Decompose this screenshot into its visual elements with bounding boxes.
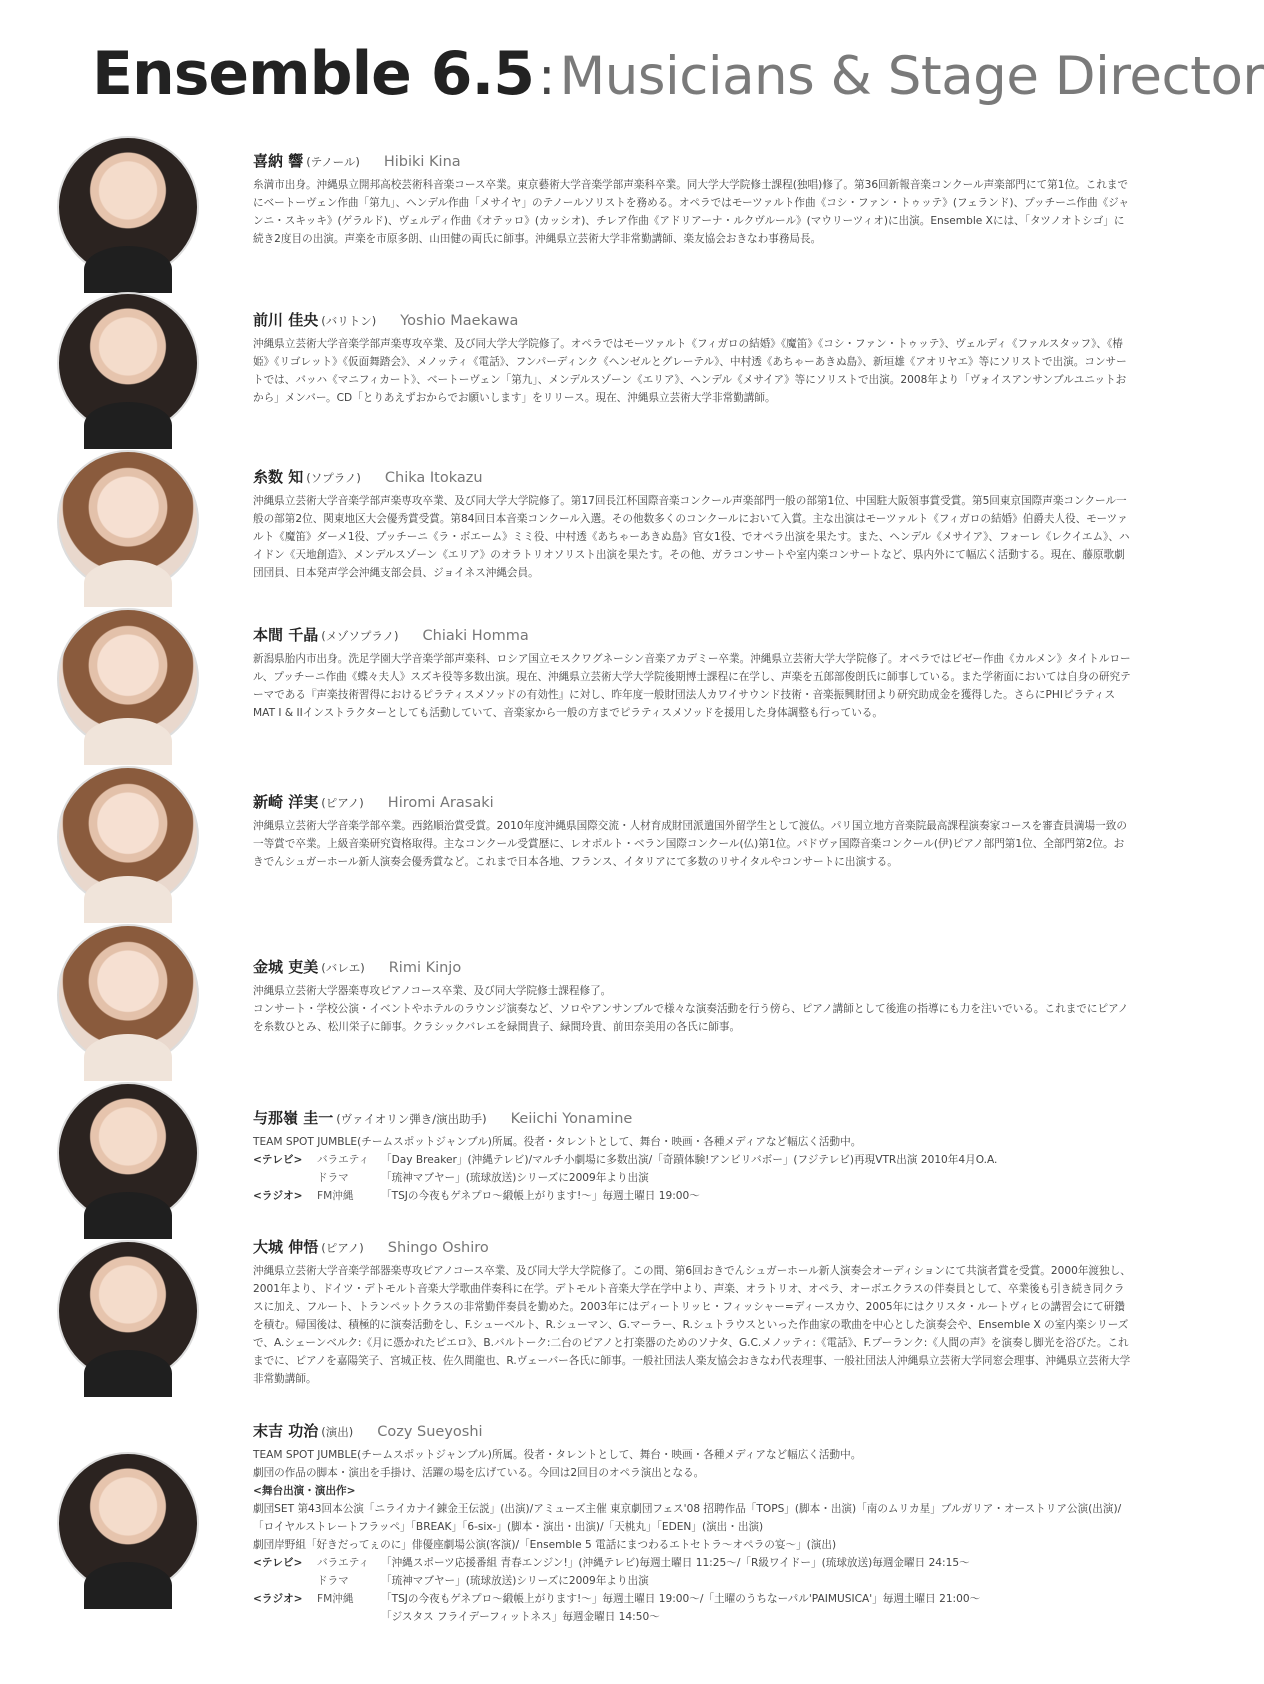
member-header [253, 791, 494, 812]
member-name-en: Hiromi Arasaki [387, 795, 494, 811]
member-header [253, 1236, 489, 1257]
member-name-en: Keiichi Yonamine [510, 1111, 633, 1127]
member-name-en: Shingo Oshiro [387, 1240, 489, 1256]
member-role: (バリトン) [321, 314, 377, 328]
member-bio: TEAM SPOT JUMBLE(チームスポットジャンブル)所属。役者・タレントとして、舞台・映画・各種メディアなど幅広く活動中。 <テレビ> バラエティ 「Day Breaker」(沖縄テレビ)/マルチ小劇場に多数出演/「奇蹟体験!アンビリバボー」(フジテレビ)再現VTR出演 2010年4月O.A. ドラマ 「琉神マブヤー」(琉球放送)シリーズに2009年より出演 <ラジオ> FM沖縄 「TSJの今夜もゲネプロ〜緞帳上がります!〜」毎週土曜日 19:00〜 [253, 1136, 998, 1202]
member-name-en: Rimi Kinjo [388, 960, 462, 976]
avatar-chiaki-homma [57, 608, 199, 750]
avatar-chika-itokazu [57, 450, 199, 592]
avatar-keiichi-yonamine [57, 1082, 199, 1224]
member-name-jp: 喜納 響 [253, 152, 304, 170]
member-role: (ピアノ) [321, 1241, 364, 1255]
member-bio: 沖縄県立芸術大学器楽専攻ピアノコース卒業、及び同大学院修士課程修了。 コンサート・学校公演・イベントやホテルのラウンジ演奏など、ソロやアンサンブルで様々な演奏活動を行う傍ら、ピアノ講師として後進の指導にも力を注いでいる。これまでにピアノを糸数ひとみ、松川栄子に師事。クラシックバレエを緑間貴子、緑間玲貴、前田奈美用の各氏に師事。 [253, 985, 1129, 1033]
member-header [253, 309, 518, 330]
member-bio: 糸満市出身。沖縄県立開邦高校芸術科音楽コース卒業。東京藝術大学音楽学部声楽科卒業。同大学大学院修士課程(独唱)修了。第36回新報音楽コンクール声楽部門にて第1位。これまでにベートーヴェン作曲「第九」、ヘンデル作曲「メサイヤ」のテノールソリストを務める。オペラではモーツァルト作曲《コシ・ファン・トゥッテ》(フェランド)、プッチーニ作曲《ジャンニ・スキッキ》(ゲラルド)、ヴェルディ作曲《オテッロ》(カッシオ)、チレア作曲《アドリアーナ・ルクヴルール》(マウリーツィオ)に出演。Ensemble Xには、「タツノオトシゴ」に続き2度目の出演。声楽を市原多朗、山田健の両氏に師事。沖縄県立芸術大学非常勤講師、楽友協会おきなわ事務局長。 [253, 179, 1130, 245]
member-name-en: Hibiki Kina [383, 154, 461, 170]
member-header [253, 1420, 483, 1441]
avatar-shingo-oshiro [57, 1240, 199, 1382]
member-role: (テノール) [306, 155, 360, 169]
member-name-en: Chiaki Homma [422, 628, 529, 644]
member-bio: 沖縄県立芸術大学音楽学部器楽専攻ピアノコース卒業、及び同大学大学院修了。この間、第6回おきでんシュガーホール新人演奏会オーディションにて共演者賞を受賞。2000年渡独し、2001年より、ドイツ・デトモルト音楽大学歌曲伴奏科に在学。デトモルト音楽大学在学中より、声楽、オラトリオ、オペラ、オーボエクラスの伴奏員として、卒業後も引き続き同クラスに加え、フルート、トランペットクラスの非常勤伴奏員を勤めた。2003年にはディートリッヒ・フィッシャー=ディースカウ、2005年にはクリスタ・ルートヴィヒの講習会にて研鑽を積む。帰国後は、積極的に演奏活動をし、F.シューベルト、R.シューマン、G.マーラー、R.シュトラウスといった作曲家の歌曲を中心とした演奏会や、Ensemble X の室内楽シリーズで、A.シェーンベルク:《月に憑かれたピエロ》、B.バルトーク:二台のピアノと打楽器のためのソナタ、G.C.メノッティ:《電話》、F.プーランク:《人間の声》を演奏し脚光を浴びた。これまでに、ピアノを嘉陽笑子、宮城正枝、佐久間龍也、R.ヴェーバー各氏に師事。一般社団法人楽友協会おきなわ代表理事、一般社団法人沖縄県立芸術大学同窓会理事、沖縄県立芸術大学非常勤講師。 [253, 1265, 1131, 1385]
member-header [253, 956, 461, 977]
member-name-jp: 新崎 洋実 [253, 793, 319, 811]
member-role: (バレエ) [321, 961, 365, 975]
member-name-jp: 与那嶺 圭一 [253, 1109, 334, 1127]
member-name-en: Cozy Sueyoshi [377, 1424, 483, 1440]
title-subtitle: Musicians & Stage Director [559, 46, 1264, 107]
member-header [253, 624, 529, 645]
member-bio: TEAM SPOT JUMBLE(チームスポットジャンブル)所属。役者・タレントとして、舞台・映画・各種メディアなど幅広く活動中。 劇団の作品の脚本・演出を手掛け、活躍の場を広げている。今回は2回目のオペラ演出となる。 <舞台出演・演出作> 劇団SET 第43回本公演「ニライカナイ錬金王伝説」(出演)/アミューズ主催 東京劇団フェス'08 招聘作品「TOPS」(脚本・出演)「南のムリカ星」ブルガリア・オーストリア公演(出演)/「ロイヤルストレートフラッペ」「BREAK」「6-six-」(脚本・演出・出演)/「天桃丸」「EDEN」(演出・出演) 劇団岸野組「好きだってぇのに」俳優座劇場公演(客演)/「Ensemble 5 電話にまつわるエトセトラ〜オペラの宴〜」(演出) <テレビ> バラエティ 「沖縄スポーツ応援番組 青春エンジン!」(沖縄テレビ)毎週土曜日 11:25〜/「R級ワイドー」(琉球放送)毎週金曜日 24:15〜 ドラマ 「琉神マブヤー」(琉球放送)シリーズに2009年より出演 <ラジオ> FM沖縄 「TSJの今夜もゲネプロ〜緞帳上がります!〜」毎週土曜日 19:00〜/「土曜のうちなーパル'PAIMUSICA'」毎週土曜日 21:00〜 「ジスタス フライデーフィットネス」毎週金曜日 14:50〜 [253, 1449, 1122, 1623]
member-name-jp: 糸数 知 [253, 468, 304, 486]
avatar-hibiki-kina [57, 136, 199, 278]
member-name-en: Yoshio Maekawa [400, 313, 519, 329]
member-bio: 新潟県胎内市出身。洗足学園大学音楽学部声楽科、ロシア国立モスクワグネーシン音楽アカデミー卒業。沖縄県立芸術大学大学院修了。オペラではビゼー作曲《カルメン》タイトルロール、プッチーニ作曲《蝶々夫人》スズキ役等多数出演。現在、沖縄県立芸術大学大学院後期博士課程に在学し、声楽を五郎部俊朗氏に師事している。また学術面においては自身の研究テーマである『声楽技術習得におけるピラティスメソッドの有効性』に対し、昨年度一般財団法人カワイサウンド技術・音楽振興財団より研究助成金を獲得した。さらにPHIピラティスMAT I & IIインストラクターとしても活動していて、音楽家から一般の方までピラティスメソッドを援用した身体調整も行っている。 [253, 653, 1131, 719]
member-role: (演出) [321, 1425, 354, 1439]
avatar-yoshio-maekawa [57, 292, 199, 434]
member-name-jp: 末吉 功治 [253, 1422, 319, 1440]
member-name-jp: 本間 千晶 [253, 626, 319, 644]
member-bio: 沖縄県立芸術大学音楽学部卒業。西銘順治賞受賞。2010年度沖縄県国際交流・人材育成財団派遣国外留学生として渡仏。パリ国立地方音楽院最高課程演奏家コースを審査員満場一致の一等賞で卒業。上級音楽研究資格取得。主なコンクール受賞歴に、レオポルト・ベラン国際コンクール(仏)第1位。パドヴァ国際音楽コンクール(伊)ピアノ部門第1位、全部門第2位。おきでんシュガーホール新人演奏会優秀賞など。これまで日本各地、フランス、イタリアにて多数のリサイタルやコンサートに出演する。 [253, 820, 1127, 868]
member-role: (ヴァイオリン弾き/演出助手) [336, 1112, 487, 1126]
member-name-jp: 大城 伸悟 [253, 1238, 319, 1256]
avatar-rimi-kinjo [57, 924, 199, 1066]
page-title [92, 39, 1264, 109]
member-role: (ソプラノ) [306, 471, 361, 485]
avatar-hiromi-arasaki [57, 766, 199, 908]
title-colon: : [538, 47, 556, 107]
member-name-jp: 金城 吏美 [253, 958, 319, 976]
member-header [253, 1107, 632, 1128]
member-bio: 沖縄県立芸術大学音楽学部声楽専攻卒業、及び同大学大学院修了。第17回長江杯国際音楽コンクール声楽部門一般の部第1位、中国駐大阪領事賞受賞。第5回東京国際声楽コンクール一般の部第2位、関東地区大会優秀賞受賞。第84回日本音楽コンクール入選。その他数多くのコンクールにおいて入賞。主な出演はモーツァルト《フィガロの結婚》伯爵夫人役、モーツァルト《魔笛》ダーメ1役、プッチーニ《ラ・ボエーム》ミミ役、中村透《あちゃーあきぬ島》官女1役、でオペラ出演を果たす。また、ヘンデル《メサイア》、フォーレ《レクイエム》、ハイドン《天地創造》、メンデルスゾーン《エリア》のオラトリオソリスト出演を果たす。その他、ガラコンサートや室内楽コンサートなど、県内外にて幅広く活動する。現在、藤原歌劇団団員、日本発声学会沖縄支部会員、ジョイネス沖縄会員。 [253, 495, 1130, 579]
member-role: (ピアノ) [321, 796, 364, 810]
member-header [253, 150, 461, 171]
member-name-jp: 前川 佳央 [253, 311, 319, 329]
member-role: (メゾソプラノ) [321, 629, 399, 643]
avatar-cozy-sueyoshi [57, 1452, 199, 1594]
member-bio: 沖縄県立芸術大学音楽学部声楽専攻卒業、及び同大学大学院修了。オペラではモーツァルト《フィガロの結婚》《魔笛》《コシ・ファン・トゥッテ》、ヴェルディ《ファルスタッフ》、《椿姫》《リゴレット》《仮面舞踏会》、メノッティ《電話》、フンパーディンク《ヘンゼルとグレーテル》、中村透《あちゃーあきぬ島》、新垣雄《アオリヤエ》等にソリストで出演。コンサートでは、バッハ《マニフィカート》、ベートーヴェン「第九」、メンデルスゾーン《エリア》、ヘンデル《メサイア》等にソリストで出演。2008年より「ヴォイスアンサンブルユニットおから」メンバー。CD「とりあえずおからでお願いします」をリリース。現在、沖縄県立芸術大学非常勤講師。 [253, 338, 1127, 404]
member-header [253, 466, 483, 487]
member-name-en: Chika Itokazu [384, 470, 483, 486]
title-ensemble: Ensemble 6.5 [92, 39, 535, 109]
